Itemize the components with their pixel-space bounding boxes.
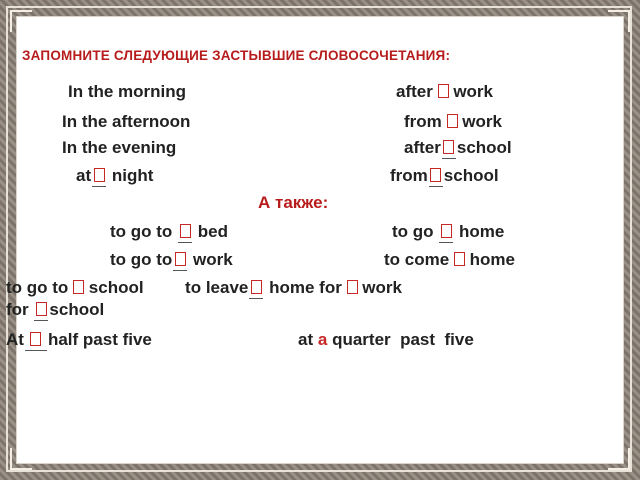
- phrase-word: At: [6, 330, 24, 349]
- phrase-word: work: [462, 112, 502, 131]
- phrase-word: after: [404, 138, 441, 157]
- blank-box: [94, 168, 105, 182]
- blank-box: [438, 84, 449, 98]
- blank-box: [180, 224, 191, 238]
- phrase-word: school: [456, 138, 512, 157]
- phrase-word: after: [396, 82, 433, 101]
- blank-box: [175, 252, 186, 266]
- blank-slot: [173, 250, 187, 271]
- phrase-word: half past five: [47, 330, 152, 349]
- phrase-right: [390, 166, 499, 187]
- blank-slot: [442, 138, 456, 159]
- phrase-word: home: [459, 222, 505, 241]
- phrase-word: home for: [269, 278, 342, 297]
- blank-box: [73, 280, 84, 294]
- phrase-right: [396, 82, 493, 102]
- phrase-right: [392, 222, 504, 243]
- phrase-right: [384, 250, 515, 270]
- phrase-word: to leave: [185, 278, 249, 297]
- phrase-left: [110, 222, 228, 243]
- phrase-word: to go to: [110, 222, 173, 241]
- blank-slot: [249, 278, 263, 299]
- phrase-word: school: [49, 300, 105, 319]
- phrase-row: [6, 278, 402, 299]
- phrase-word: to go to: [110, 250, 173, 269]
- blank-slot: [34, 300, 48, 321]
- phrase-word: work: [362, 278, 402, 297]
- phrase-right: [404, 112, 502, 132]
- phrase-word: school: [88, 278, 144, 297]
- blank-slot: [25, 330, 47, 351]
- phrase-left: In the morning: [68, 82, 187, 101]
- blank-box: [447, 114, 458, 128]
- phrase-left: [110, 250, 233, 271]
- phrase-right: [298, 330, 474, 350]
- blank-box: [430, 168, 441, 182]
- phrase-word: from: [390, 166, 428, 185]
- blank-box: [36, 302, 47, 316]
- phrase-word: work: [193, 250, 233, 269]
- answer-word: a: [317, 330, 328, 349]
- phrase-left: [76, 166, 153, 187]
- phrase-word: bed: [197, 222, 229, 241]
- phrase-word: home: [469, 250, 515, 269]
- phrase-word: work: [453, 82, 494, 101]
- blank-box: [30, 332, 41, 346]
- phrase-word: night: [111, 166, 154, 185]
- slide-title: ЗАПОМНИТЕ СЛЕДУЮЩИЕ ЗАСТЫВШИЕ СЛОВОСОЧЕТАНИЯ:: [22, 48, 451, 63]
- section-heading: А также:: [258, 193, 329, 212]
- blank-slot: [92, 166, 106, 187]
- phrase-word: at: [76, 166, 92, 185]
- blank-box: [251, 280, 262, 294]
- blank-slot: [439, 222, 453, 243]
- phrase-word: quarter past five: [332, 330, 474, 349]
- phrase-word: from: [404, 112, 442, 131]
- blank-slot: [178, 222, 192, 243]
- phrase-left: In the afternoon: [62, 112, 191, 131]
- phrase-word: to go: [392, 222, 434, 241]
- phrase-word: school: [443, 166, 499, 185]
- blank-box: [443, 140, 454, 154]
- phrase-right: [404, 138, 512, 159]
- blank-box: [454, 252, 465, 266]
- phrase-word: for: [6, 300, 29, 319]
- phrase-row: [6, 300, 104, 321]
- phrase-word: at: [298, 330, 314, 349]
- phrase-word: to go to: [6, 278, 69, 297]
- blank-box: [441, 224, 452, 238]
- phrase-left: In the evening: [62, 138, 177, 157]
- blank-slot: [429, 166, 443, 187]
- phrase-word: to come: [384, 250, 450, 269]
- blank-box: [347, 280, 358, 294]
- phrase-row: [6, 330, 152, 351]
